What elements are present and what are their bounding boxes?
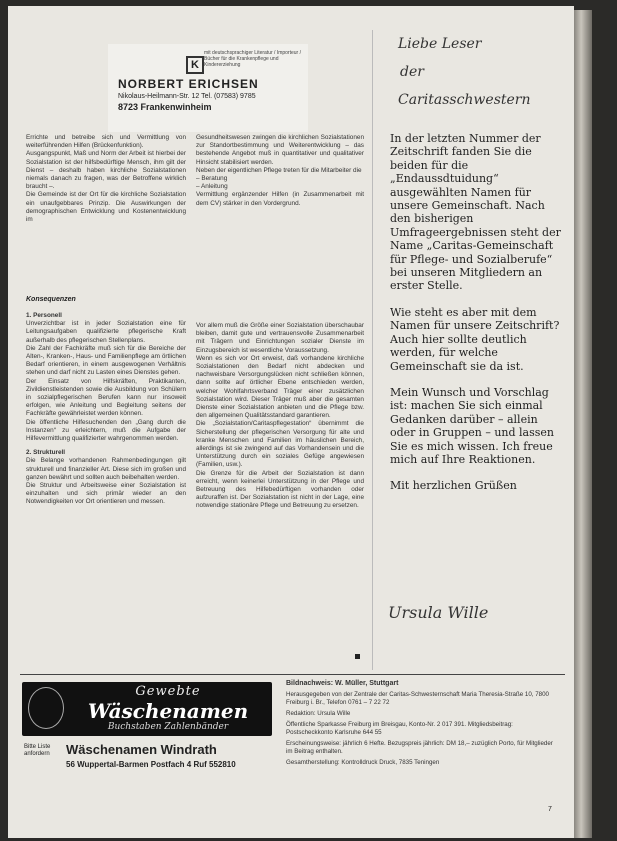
paragraph: Neben der eigentlichen Pflege treten für die Mitarbeiter die <box>196 166 362 174</box>
paragraph: Unverzichtbar ist in jeder Sozialstation eine für Leitungsaufgaben qualifizierte pflegerische Kraft außerhalb des pflegerischen Stellenplans. <box>26 320 186 344</box>
ad-subtitle: Buchstaben Zahlenbänder <box>107 722 229 732</box>
left-column-bottom <box>26 312 186 507</box>
paragraph: – Beratung <box>196 175 228 183</box>
letter-paragraph: Mein Wunsch und Vorschlag ist: machen Sie sich einmal Gedanken darüber – allein oder in Gruppen – und lassen Sie es mich wissen. Ich freue mich auf Ihre Reaktionen. <box>390 385 554 466</box>
letter-body <box>390 132 566 506</box>
ad-logo-icon <box>28 687 64 729</box>
signature: Ursula Wille <box>388 603 489 622</box>
ad-headline: Gewebte <box>135 684 201 699</box>
paragraph: Errichte und betreibe sich und Vermittlung von weiterführenden Hilfen (Brückenfunktion). <box>26 134 186 150</box>
paragraph: Die Zahl der Fachkräfte muß sich für die Bereiche der Alten-, Kranken-, Haus- und Familienpflege am örtlichen Bedarf orientieren, in einem ausgewogenen Verhältnis stehen und darf nicht zu Lasten eines Dienstes gehen. <box>26 344 186 377</box>
page-edge <box>574 10 592 838</box>
paragraph: – Anleitung <box>196 183 228 191</box>
handwritten-greeting-1: Liebe Leser <box>398 36 482 52</box>
paragraph: Die Belange vorhandenen Rahmenbedingungen gilt strukturell und finanzieller Art. Diese sich im großen und ganzen bewährt und sollten auch beibehalten werden. <box>26 457 186 481</box>
imprint-line: Öffentliche Sparkasse Freiburg im Breisgau, Konto-Nr. 2 017 391. Mitgliedsbeitrag: Postscheckkonto Karlsruhe 644 55 <box>286 721 513 736</box>
handwritten-greeting-2: der <box>400 64 424 80</box>
imprint <box>286 680 556 770</box>
paragraph: Wenn es sich vor Ort erweist, daß vorhandene kirchliche Sozialstationen den Bedarf nicht abdecken und nachweisbare Versorgungslücken nicht schließen können, dann sollte auf örtlicher Ebene entschieden werden, welcher Wohlfahrtsverband Träger einer zusätzlichen Sozialstation wird. Dieser Träger muß aber die gesamten Dienste einer Sozialstation anbieten und die Pflege bzw. den allgemeinen Qualitätsstandard garantieren. <box>196 354 364 420</box>
left-column-top <box>26 134 186 224</box>
middle-column-bottom <box>196 322 364 511</box>
paragraph: Die „Sozialstation/Caritaspflegestation“ übernimmt die Sicherstellung der pflegerischen Versorgung für alte und kranke Menschen und Familien im häuslichen Bereich, allerdings ist sie zwingend auf das Vorhandensein und die Unterstützung durch ein soziales Gefüge angewiesen (Familien, usw.). <box>196 420 364 469</box>
letter-paragraph: Wie steht es aber mit dem Namen für unsere Zeitschrift? Auch hier sollte deutlich werden, für welche Gemeinschaft sie da ist. <box>390 305 560 373</box>
page-number: 7 <box>548 806 552 813</box>
handwritten-greeting-3: Caritasschwestern <box>398 92 531 108</box>
ad-brand: Wäschenamen Windrath <box>66 742 217 757</box>
middle-column-top <box>196 134 364 208</box>
imprint-line: Gesamtherstellung: Kontrolldruck Druck, 7835 Teningen <box>286 759 440 766</box>
stamp-address: Nikolaus-Heilmann-Str. 12 Tel. (07583) 9785 <box>118 93 256 100</box>
column-divider <box>372 30 373 670</box>
stamp-name: NORBERT ERICHSEN <box>118 77 259 91</box>
ad-address: 56 Wuppertal-Barmen Postfach 4 Ruf 552810 <box>66 760 236 769</box>
stamp-badge: K <box>186 56 204 74</box>
paragraph: Die Grenze für die Arbeit der Sozialstation ist dann erreicht, wenn keinerlei Unterstützung in der Pflege und Betreuung des Hilfebedürftigen vorhanden oder aufzuraffen ist. Der Sozialstation ist nicht in der Lage, eine notwendige stationäre Pflege und Betreuung zu ersetzen. <box>196 469 364 510</box>
paragraph: Die Gemeinde ist der Ort für die kirchliche Sozialstation ein unaufgebbares Prinzip. Die Auswirkungen der demographischen Entwicklung und Kostenentwicklung im <box>26 191 186 224</box>
paragraph: Ausgangspunkt, Maß und Norm der Arbeit ist hierbei der Sozialstation ist der hilfsbedürftige Mensch, ihm gilt der Dienst – deshalb haben kirchliche Sozialstationen niemals danach zu fragen, was der Betroffene wirklich braucht –. <box>26 150 186 191</box>
letter-paragraph: In der letzten Nummer der Zeitschrift fanden Sie die beiden für die „Endaussdtuidung“ ausgewählten Namen für unsere Gemeinschaft. Nach den bisherigen Umfrageergebnissen steht der Name „Caritas-Gemeinschaft für Pflege- und Sozialberufe“ bei unseren Mitgliedern an erster Stelle. <box>390 132 561 293</box>
imprint-line: Erscheinungsweise: jährlich 6 Hefte. Bezugspreis jährlich: DM 18,– zuzüglich Porto, für Mitglieder im Beitrag enthalten. <box>286 740 553 755</box>
sub-heading: 1. Personell <box>26 312 62 319</box>
section-heading: Konsequenzen <box>26 296 76 303</box>
divider-line <box>20 674 565 675</box>
imprint-line: Herausgegeben von der Zentrale der Caritas-Schwesternschaft Maria Theresia-Straße 10, 7800 Freiburg i. Br., Telefon 0761 – 7 22 72 <box>286 691 549 706</box>
end-mark <box>355 654 360 659</box>
sub-heading: 2. Strukturell <box>26 449 66 457</box>
paragraph: Vermittlung ergänzender Hilfen (in Zusammenarbeit mit dem CV) stärker in den Vordergrund. <box>196 191 364 207</box>
ad-title: Wäschenamen <box>87 699 249 723</box>
imprint-line: Redaktion: Ursula Wille <box>286 710 351 717</box>
ad-side-note: Bitte Liste anfordern <box>24 744 51 757</box>
paragraph: Die öffentliche Hilfesuchenden den „Gang durch die Instanzen“ zu erleichtern, muß die Aufgabe der Hilfevermittlung qualifizierter wahrgenommen werden. <box>26 418 186 443</box>
stamp-small-text: mit deutschsprachiger Literatur / Importeur / Bücher für die Krankenpflege und Kindererziehung <box>204 50 301 68</box>
paragraph: Der Einsatz von Hilfskräften, Praktikanten, Zivildienstleistenden sowie die Ausbildung von Schülern in sozialpflegerischen Berufen kann nur insoweit erfolgen, wie Anleitung und Begleitung seitens der Fachkräfte gewährleistet werden können. <box>26 377 186 418</box>
paragraph: Die Struktur und Arbeitsweise einer Sozialstation ist einzuhalten und sich primär wieder an den Notwendigkeiten vor Ort orientieren und messen. <box>26 482 186 506</box>
paragraph: Vor allem muß die Größe einer Sozialstation überschaubar bleiben, damit gute und vertrauensvolle Zusammenarbeit mit Trägern und Einrichtungen sozialer Dienste im Einzugsbereich ist wesentliche Voraussetzung. <box>196 322 364 354</box>
imprint-title: Bildnachweis: W. Müller, Stuttgart <box>286 680 399 687</box>
stamp-city: 8723 Frankenwinheim <box>118 102 212 112</box>
letter-closing: Mit herzlichen Grüßen <box>390 479 517 493</box>
paragraph: Gesundheitswesen zwingen die kirchlichen Sozialstationen zur Standortbestimmung und Weiterentwicklung – das bestehende Angebot muß in quantitativer und qualitativer Hinsicht stabilisiert werden. <box>196 134 364 166</box>
